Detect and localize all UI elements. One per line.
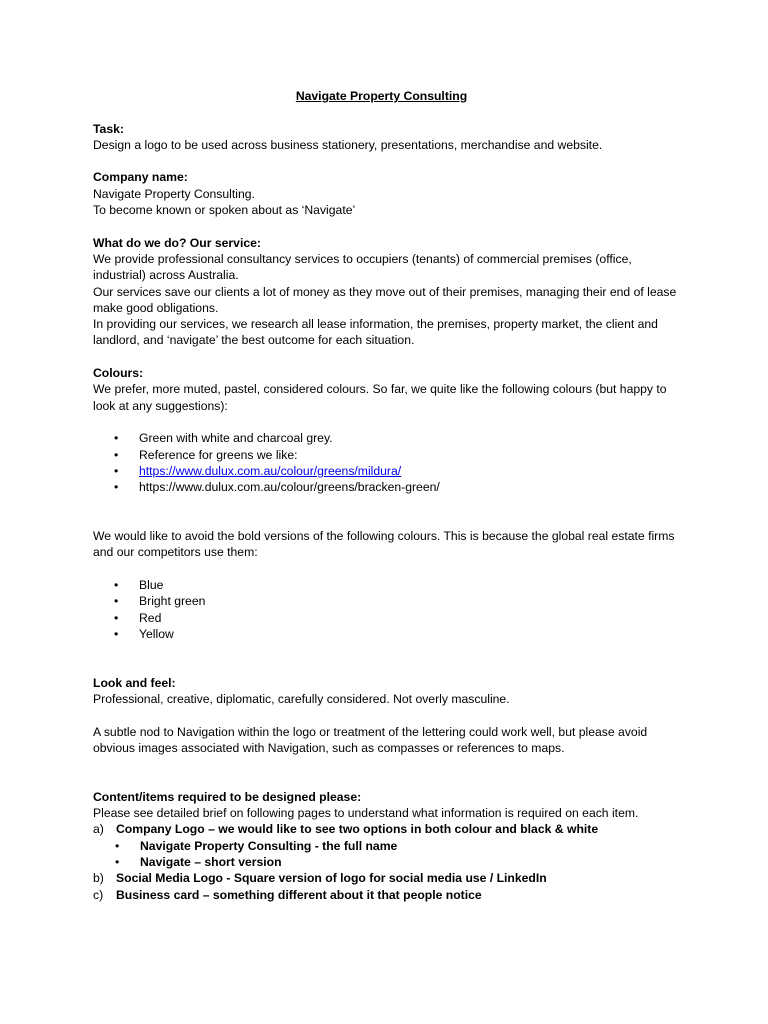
logo-options-list	[93, 838, 678, 871]
list-item: • Blue	[93, 577, 678, 593]
list-item: • Green with white and charcoal grey.	[93, 430, 678, 446]
deliverables-list	[93, 821, 678, 837]
list-item	[93, 821, 678, 837]
look-heading: Look and feel:	[93, 675, 176, 690]
company-heading: Company name:	[93, 170, 188, 185]
service-paragraph: In providing our services, we research all lease information, the premises, property market, the client and landlord, and ‘navigate’ the best outcome for each situation.	[93, 317, 658, 348]
list-item	[93, 887, 678, 903]
colours-intro: We prefer, more muted, pastel, considered colours. So far, we quite like the following colours (but happy to look at any suggestions):	[93, 382, 667, 413]
task-heading: Task:	[93, 121, 124, 136]
list-item	[93, 870, 678, 886]
list-item-text: Social Media Logo - Square version of logo for social media use / LinkedIn	[116, 871, 547, 886]
service-paragraph: Our services save our clients a lot of money as they move out of their premises, managing their end of lease make good obligations.	[93, 284, 677, 315]
list-item: • Navigate Property Consulting - the full name	[93, 838, 678, 854]
colours-heading: Colours:	[93, 366, 144, 381]
deliverables-list-continued	[93, 870, 678, 903]
content-heading: Content/items required to be designed please:	[93, 789, 362, 804]
list-marker: c)	[93, 887, 104, 902]
look-text: Professional, creative, diplomatic, carefully considered. Not overly masculine.	[93, 691, 510, 706]
service-heading: What do we do? Our service:	[93, 235, 261, 250]
list-item: • Yellow	[93, 626, 678, 642]
list-item: • https://www.dulux.com.au/colour/greens/bracken-green/	[93, 479, 678, 495]
page-title: Navigate Property Consulting	[295, 89, 468, 103]
list-marker: b)	[93, 871, 104, 886]
company-name-line: Navigate Property Consulting.	[93, 186, 255, 201]
navigation-nod-text: A subtle nod to Navigation within the logo or treatment of the lettering could work well, but please avoid obvious images associated with Navigation, such as compasses or references to maps.	[93, 724, 648, 755]
avoid-colours-intro: We would like to avoid the bold versions of the following colours. This is because the global real estate firms and our competitors use them:	[93, 529, 675, 560]
list-item: • Bright green	[93, 593, 678, 609]
avoid-colours-list	[93, 577, 678, 642]
mildura-colour-link[interactable]: https://www.dulux.com.au/colour/greens/mildura/	[139, 463, 402, 478]
list-item: • Reference for greens we like:	[93, 447, 678, 463]
task-text: Design a logo to be used across business stationery, presentations, merchandise and website.	[93, 137, 603, 152]
list-item	[93, 463, 678, 479]
service-paragraph: We provide professional consultancy services to occupiers (tenants) of commercial premises (office, industrial) across Australia.	[93, 251, 632, 283]
list-item-text: Business card – something different about it that people notice	[116, 887, 482, 902]
colour-preferences-list	[93, 430, 678, 495]
list-item: • Red	[93, 610, 678, 626]
list-item: • Navigate – short version	[93, 854, 678, 870]
document-body	[93, 88, 678, 903]
content-intro: Please see detailed brief on following pages to understand what information is required on each item.	[93, 806, 639, 821]
list-marker: a)	[93, 822, 104, 837]
company-alias-line: To become known or spoken about as ‘Navigate’	[93, 203, 356, 218]
list-item-text: Company Logo – we would like to see two options in both colour and black & white	[116, 822, 599, 837]
